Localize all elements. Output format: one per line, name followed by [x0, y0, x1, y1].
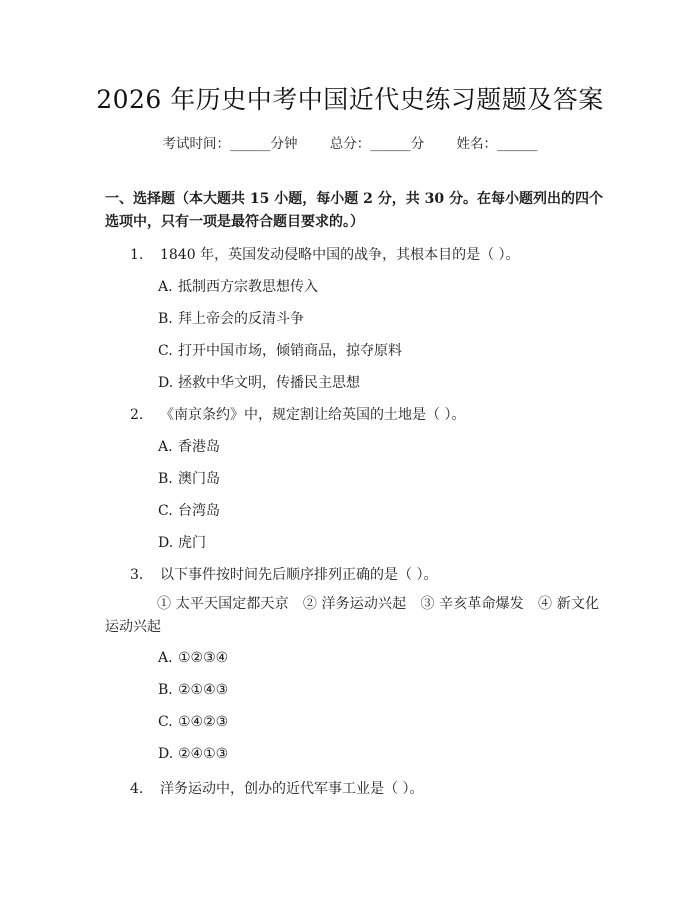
question-2-option-c	[158, 500, 220, 520]
total-score-field: 总分：______分	[329, 136, 425, 152]
option-text: 香港岛	[178, 439, 220, 455]
question-1	[130, 244, 520, 264]
question-text: 1840 年，英国发动侵略中国的战争，其根本目的是（ ）。	[160, 247, 520, 263]
option-letter: A.	[158, 279, 173, 295]
option-letter: C.	[158, 714, 173, 730]
question-3-option-d	[158, 746, 228, 762]
option-letter: B.	[158, 311, 173, 327]
question-3	[130, 564, 437, 584]
option-letter: B.	[158, 682, 173, 698]
student-name-field: 姓名：______	[456, 136, 538, 152]
question-4	[130, 778, 423, 798]
section-heading: 一、选择题（本大题共 15 小题，每小题 2 分，共 30 分。在每小题列出的四个选项中，只有一项是最符合题目要求的。）	[105, 191, 603, 230]
question-1-option-b	[158, 308, 304, 328]
option-letter: D.	[158, 535, 174, 551]
question-2-option-a	[158, 436, 220, 456]
question-1-option-c	[158, 340, 402, 360]
option-letter: C.	[158, 343, 173, 359]
question-1-option-a	[158, 276, 318, 296]
question-2-option-d	[158, 532, 206, 552]
question-3-events: ① 太平天国定都天京 ② 洋务运动兴起 ③ 辛亥革命爆发 ④ 新文化运动兴起	[105, 596, 599, 635]
exam-time-field: 考试时间：______分钟	[162, 136, 298, 152]
option-text: ①②③④	[178, 650, 229, 666]
option-text: ①④②③	[178, 714, 229, 730]
question-number: 3.	[130, 567, 144, 583]
question-number: 1.	[130, 247, 144, 263]
question-2-option-b	[158, 468, 220, 488]
question-text: 以下事件按时间先后顺序排列正确的是（ ）。	[160, 567, 438, 583]
option-text: 台湾岛	[178, 503, 220, 519]
option-text: 抵制西方宗教思想传入	[178, 279, 318, 295]
option-text: 拯救中华文明，传播民主思想	[178, 375, 360, 391]
question-text: 《南京条约》中，规定割让给英国的土地是（ ）。	[160, 407, 466, 423]
option-letter: B.	[158, 471, 173, 487]
option-letter: A.	[158, 650, 173, 666]
option-letter: A.	[158, 439, 173, 455]
option-text: 澳门岛	[178, 471, 220, 487]
option-text: ②④①③	[178, 746, 229, 762]
option-letter: D.	[158, 375, 174, 391]
option-text: 虎门	[178, 535, 206, 551]
question-text: 洋务运动中，创办的近代军事工业是（ ）。	[160, 781, 424, 797]
question-2	[130, 404, 465, 424]
option-letter: C.	[158, 503, 173, 519]
option-text: 拜上帝会的反清斗争	[178, 311, 304, 327]
option-text: ②①④③	[178, 682, 229, 698]
page-title: 2026 年历史中考中国近代史练习题题及答案	[96, 85, 604, 114]
question-3-option-a	[158, 650, 228, 666]
question-number: 2.	[130, 407, 144, 423]
exam-meta	[0, 132, 700, 152]
option-text: 打开中国市场，倾销商品，掠夺原料	[178, 343, 402, 359]
option-letter: D.	[158, 746, 174, 762]
question-3-option-b	[158, 682, 228, 698]
question-number: 4.	[130, 781, 144, 797]
question-1-option-d	[158, 372, 360, 392]
question-3-option-c	[158, 714, 228, 730]
